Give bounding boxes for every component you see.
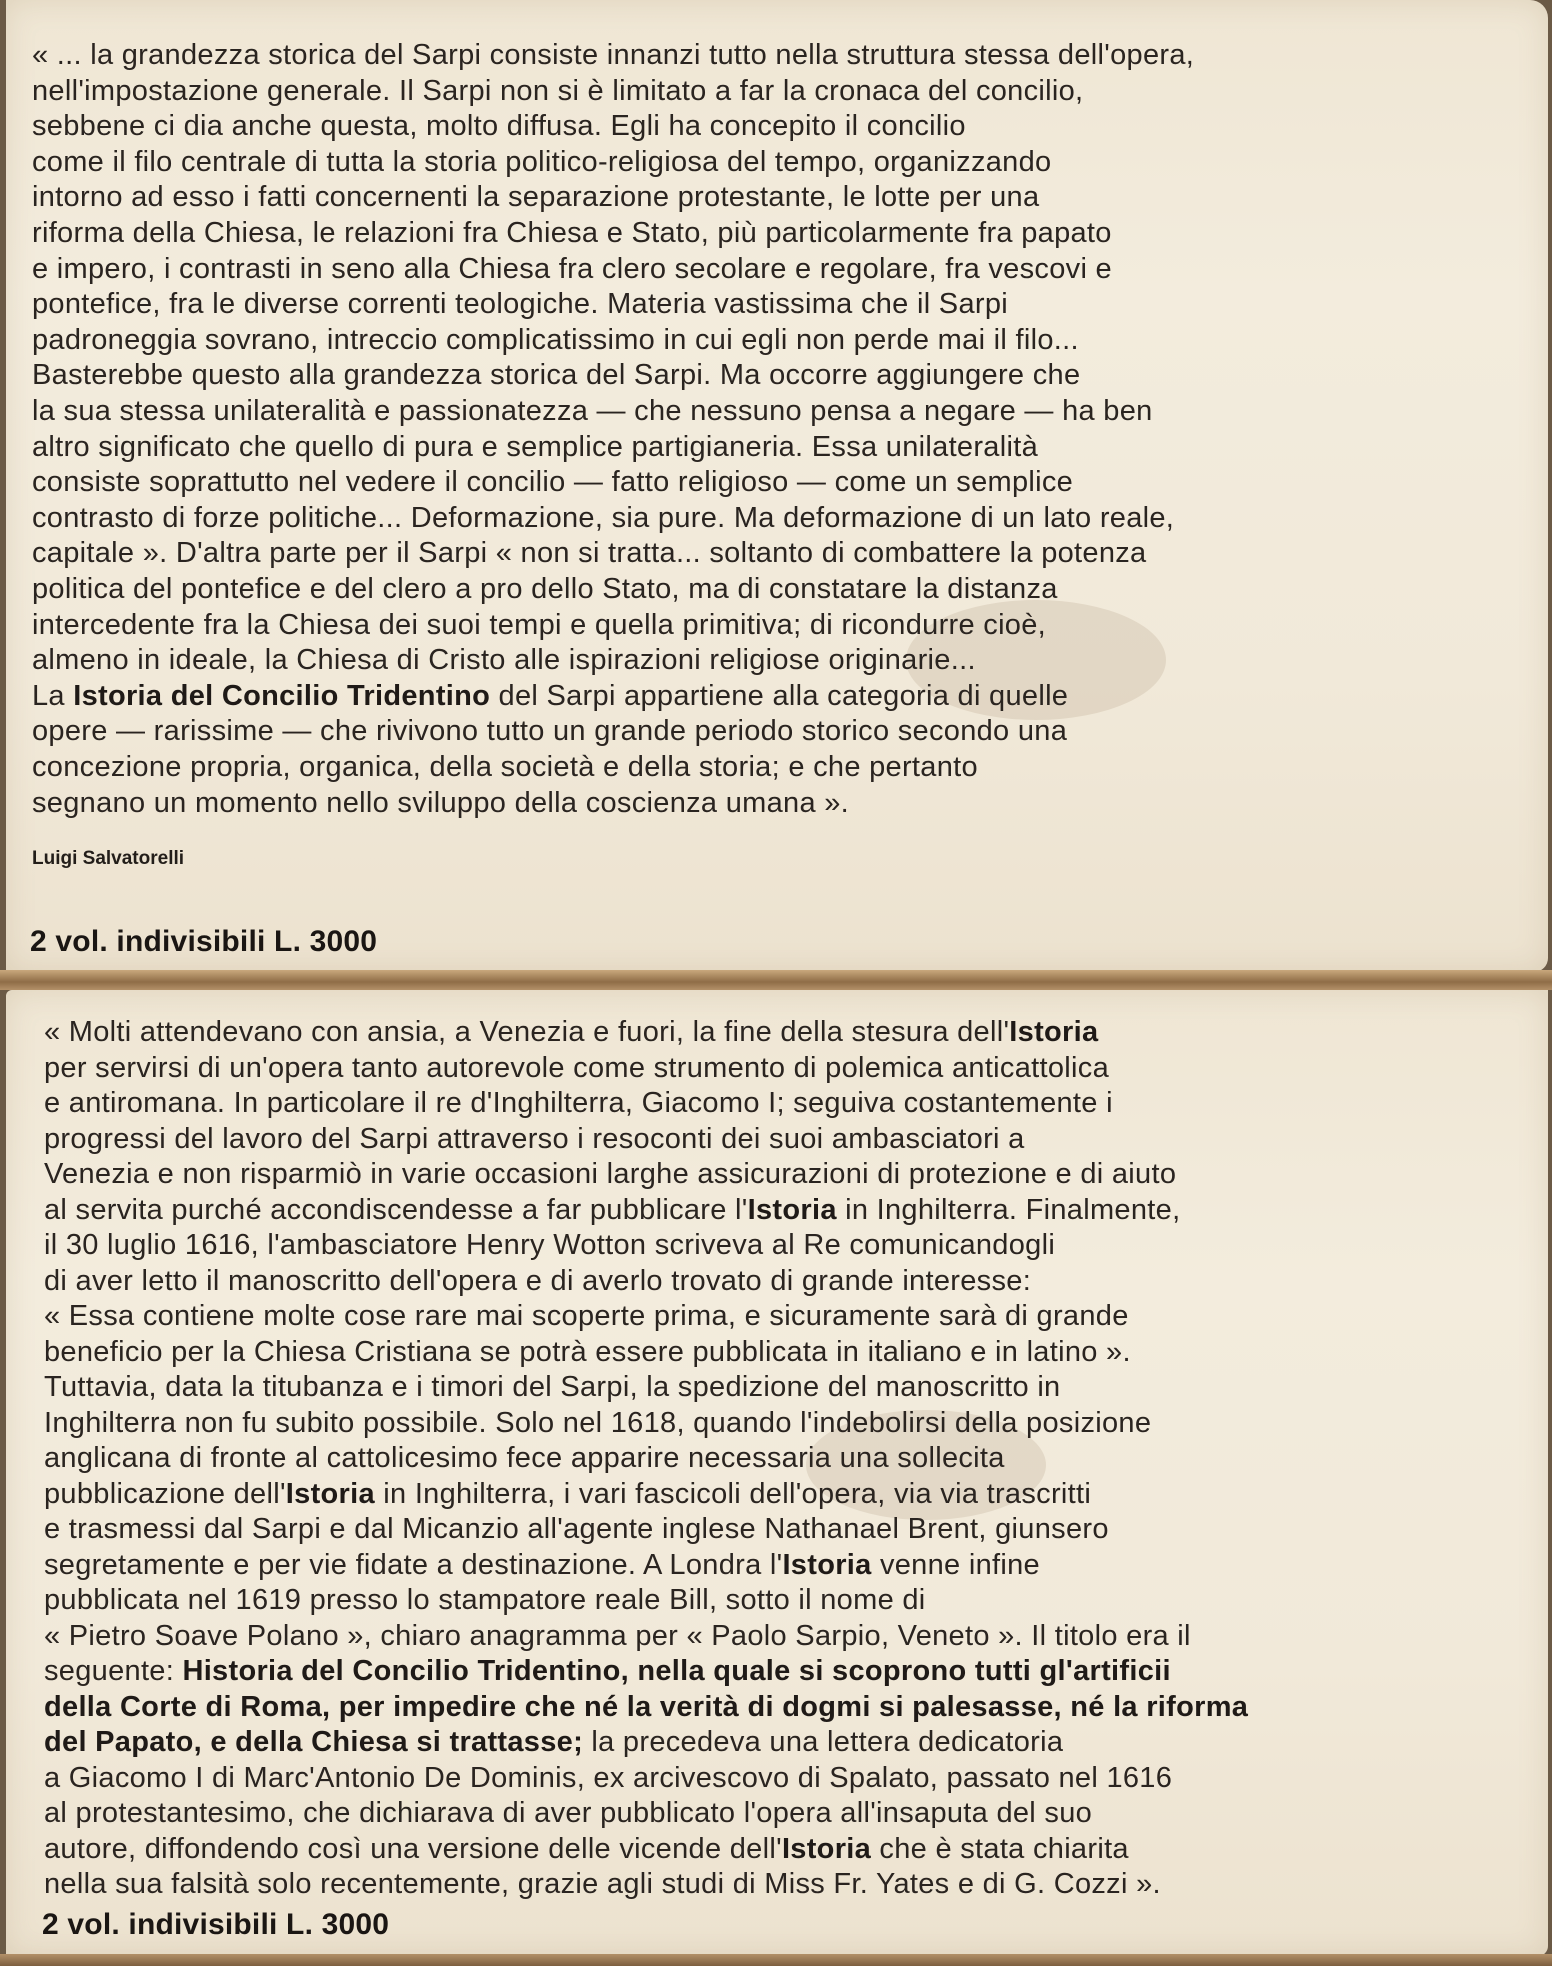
- text-line: anglicana di fronte al cattolicesimo fece apparire necessaria una sollecita: [44, 1442, 1005, 1474]
- back-cover-panel-1: [6, 0, 1548, 972]
- text-line: di aver letto il manoscritto dell'opera e di averlo trovato di grande interesse:: [44, 1264, 1032, 1297]
- text-line: riforma della Chiesa, le relazioni fra Chiesa e Stato, più particolarmente fra papato: [32, 217, 1112, 249]
- text-line: Venezia e non risparmiò in varie occasioni larghe assicurazioni di protezione e di aiuto: [44, 1158, 1177, 1190]
- text-line: beneficio per la Chiesa Cristiana se potrà essere pubblicata in italiano e in latino ».: [44, 1335, 1131, 1368]
- text-line: pontefice, fra le diverse correnti teologiche. Materia vastissima che il Sarpi: [32, 288, 1008, 321]
- text-line: almeno in ideale, la Chiesa di Cristo alle ispirazioni religiose originarie...: [32, 644, 976, 677]
- text-line: nella sua falsità solo recentemente, grazie agli studi di Miss Fr. Yates e di G. Cozzi ».: [44, 1868, 1161, 1900]
- text-line: la sua stessa unilateralità e passionatezza — che nessuno pensa a negare — ha ben: [32, 395, 1153, 427]
- text-line: « Molti attendevano con ansia, a Venezia e fuori, la fine della stesura dell'Istoria: [44, 1016, 1099, 1048]
- text-line: intercedente fra la Chiesa dei suoi tempi e quella primitiva; di ricondurre cioè,: [32, 608, 1047, 641]
- price-label: 2 vol. indivisibili L. 3000: [30, 925, 378, 958]
- text-line: La Istoria del Concilio Tridentino del Sarpi appartiene alla categoria di quelle: [32, 679, 1069, 712]
- text-line: opere — rarissime — che rivivono tutto un grande periodo storico secondo una: [32, 715, 1068, 748]
- text-line: progressi del lavoro del Sarpi attraverso i resoconti dei suoi ambasciatori a: [44, 1122, 1025, 1155]
- text-line: pubblicata nel 1619 presso lo stampatore reale Bill, sotto il nome di: [44, 1584, 926, 1616]
- text-line: per servirsi di un'opera tanto autorevole come strumento di polemica anticattolica: [44, 1051, 1110, 1084]
- text-line: Inghilterra non fu subito possibile. Solo nel 1618, quando l'indebolirsi della posizione: [44, 1406, 1152, 1439]
- page-edge-divider: [0, 970, 1552, 990]
- text-line: e antiromana. In particolare il re d'Inghilterra, Giacomo I; seguiva costantemente i: [44, 1087, 1113, 1119]
- text-line: padroneggia sovrano, intreccio complicatissimo in cui egli non perde mai il filo...: [32, 323, 1079, 356]
- text-line: contrasto di forze politiche... Deformazione, sia pure. Ma deformazione di un lato reale,: [32, 501, 1175, 534]
- text-line: segretamente e per vie fidate a destinazione. A Londra l'Istoria venne infine: [44, 1548, 1040, 1581]
- text-line: segnano un momento nello sviluppo della coscienza umana ».: [32, 786, 850, 819]
- text-line: consiste soprattutto nel vedere il concilio — fatto religioso — come un semplice: [32, 466, 1074, 499]
- text-line: « Pietro Soave Polano », chiaro anagramma per « Paolo Sarpio, Veneto ». Il titolo era il: [44, 1619, 1191, 1652]
- price-label: 2 vol. indivisibili L. 3000: [42, 1908, 390, 1941]
- book-title-bold: Istoria del Concilio Tridentino: [73, 679, 491, 712]
- text-line: della Corte di Roma, per impedire che né la verità di dogmi si palesasse, né la riforma: [44, 1690, 1249, 1723]
- text-line: nell'impostazione generale. Il Sarpi non si è limitato a far la cronaca del concilio,: [32, 74, 1084, 107]
- text-line: pubblicazione dell'Istoria in Inghilterra, i vari fascicoli dell'opera, via via trascritti: [44, 1477, 1092, 1510]
- text-line: sebbene ci dia anche questa, molto diffusa. Egli ha concepito il concilio: [32, 110, 966, 143]
- text-line: intorno ad esso i fatti concernenti la separazione protestante, le lotte per una: [32, 181, 1040, 214]
- text-line: al servita purché accondiscendesse a far pubblicare l'Istoria in Inghilterra. Finalmente,: [44, 1193, 1181, 1226]
- quote-author: Luigi Salvatorelli: [32, 848, 185, 869]
- text-line: seguente: Historia del Concilio Tridentino, nella quale si scoprono tutti gl'artificii: [44, 1655, 1171, 1687]
- text-line: politica del pontefice e del clero a pro dello Stato, ma di constatare la distanza: [32, 573, 1058, 605]
- text-line: Basterebbe questo alla grandezza storica del Sarpi. Ma occorre aggiungere che: [32, 359, 1081, 392]
- text-line: « ... la grandezza storica del Sarpi consiste innanzi tutto nella struttura stessa dell'opera,: [32, 39, 1195, 71]
- text-line: a Giacomo I di Marc'Antonio De Dominis, ex arcivescovo di Spalato, passato nel 1616: [44, 1761, 1173, 1794]
- text-line: e impero, i contrasti in seno alla Chiesa fra clero secolare e regolare, fra vescovi e: [32, 252, 1112, 285]
- page-edge-bottom: [0, 1954, 1552, 1966]
- text-line: « Essa contiene molte cose rare mai scoperte prima, e sicuramente sarà di grande: [44, 1300, 1129, 1332]
- text-line: concezione propria, organica, della società e della storia; e che pertanto: [32, 751, 978, 783]
- text-line: Tuttavia, data la titubanza e i timori del Sarpi, la spedizione del manoscritto in: [44, 1371, 1061, 1403]
- text-line: il 30 luglio 1616, l'ambasciatore Henry Wotton scriveva al Re comunicandogli: [44, 1229, 1056, 1261]
- text-line: del Papato, e della Chiesa si trattasse; la precedeva una lettera dedicatoria: [44, 1726, 1064, 1758]
- text-line: al protestantesimo, che dichiarava di aver pubblicato l'opera all'insaputa del suo: [44, 1797, 1093, 1829]
- text-line: autore, diffondendo così una versione delle vicende dell'Istoria che è stata chiarita: [44, 1832, 1129, 1865]
- text-line: capitale ». D'altra parte per il Sarpi « non si tratta... soltanto di combattere la potenza: [32, 537, 1147, 570]
- back-cover-panel-2: [6, 990, 1548, 1956]
- text-line: e trasmessi dal Sarpi e dal Micanzio all'agente inglese Nathanael Brent, giunsero: [44, 1513, 1109, 1545]
- text-line: come il filo centrale di tutta la storia politico-religiosa del tempo, organizzando: [32, 145, 1052, 178]
- text-line: altro significato che quello di pura e semplice partigianeria. Essa unilateralità: [32, 430, 1039, 463]
